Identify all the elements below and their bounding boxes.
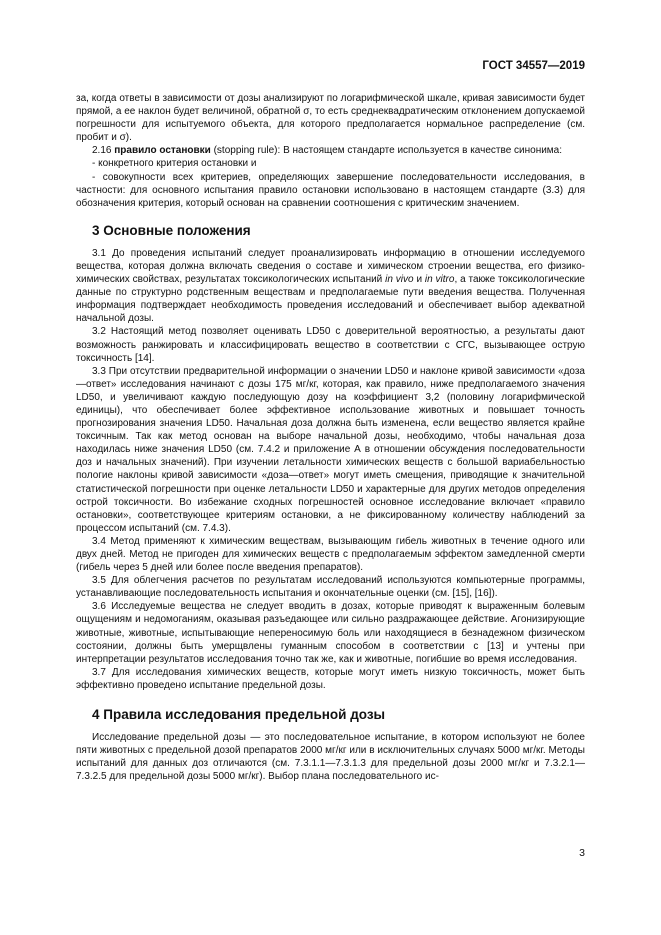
doc-code-header: ГОСТ 34557—2019 [482,60,585,72]
definition-2-16 [76,144,585,157]
paragraph-3-7: 3.7 Для исследования химических веществ, которые могут иметь низкую токсичность, может быть эффективно проведено испытание предельной дозы. [76,666,585,691]
definition-text: (stopping rule): В настоящем стандарте используется в качестве синонима: [210,145,563,157]
paragraph-3-3: 3.3 При отсутствии предварительной информации о значении LD50 и наклоне кривой зависимости «доза—ответ» исследования начинают с дозы 175 мг/кг, которая, как правило, ниже предполагаемого значения LD50, и увеличивают каждую последующую дозу на коэффициент 3,2 (половину логарифмической единицы), что обеспечивает более эффективное использование животных и повышает точность прогнозирования значения LD50. Начальная доза должна быть изменена, если вещество является крайне токсичным. Так как метод основан на выборе начальной дозы, необходимо, чтобы начальная доза находилась ниже значения LD50 (см. 7.4.2 и приложение А в отношении обсуждения последовательности доз и начальных значений). При изучении летальности химических веществ с большой вариабельностью пологие наклоны кривой зависимости «доза—ответ» могут иметь смещения, приводящие к значительной статистической погрешности при оценке летальности LD50 и характерные для других методов определения острой токсичности. Во избежание сходных погрешностей основное исследование включает «правило остановки», соответствующее критериям остановки, а не фиксированному количеству наблюдений за процессом испытаний (см. 7.4.3). [76,365,585,534]
page-number: 3 [579,847,585,859]
paragraph-3-6: 3.6 Исследуемые вещества не следует вводить в дозах, которые приводят к выраженным болевым ощущениям и недомоганиям, оказывая разъедающее или сильно раздражающее действие. Агонизирующие животные, животные, испытывающие непереносимую боль или находящиеся в безнадежном физическом состоянии, должны быть умерщвлены гуманным способом в соответствии с [13] и учтены при интерпретации результатов исследования точно так же, как и животные, погибшие во время исследования. [76,601,585,665]
paragraph-4-1: Исследование предельной дозы — это последовательное испытание, в котором используют не более пяти животных с предельной дозой препаратов 2000 мг/кг или в исключительных случаях 5000 мг/кг. Методы испытаний для данных доз отличаются (см. 7.3.1.1—7.3.1.3 для предельной дозы 2000 мг/кг и 7.3.2.1—7.3.2.5 для предельной дозы 5000 мг/кг). Выбор плана последовательного ис- [76,732,585,783]
section-3-heading: 3 Основные положения [92,222,251,238]
section-4-heading: 4 Правила исследования предельной дозы [92,707,386,723]
definition-term: правило остановки [114,145,211,157]
paragraph-3-1: 3.1 До проведения испытаний следует проанализировать информацию в отношении исследуемого вещества, которая должна включать сведения о составе и химическом строении вещества, его физико-химических свойствах, результатах токсикологических испытаний in vivo и in vitro, а также токсикологические данные по структурно родственным веществам и предполагаемые пути введения вещества. Полученная информация подтверждает необходимость проведения исследований и обеспечивает выбор адекватной начальной дозы. [76,247,585,325]
definition-list-item: - конкретного критерия остановки и [92,158,257,170]
paragraph-3-2: 3.2 Настоящий метод позволяет оценивать LD50 с доверительной вероятностью, а результаты дают возможность ранжировать и классифицировать вещество в соответствии с СГС, вызывающее острую токсичность [14]. [76,326,585,364]
in-vivo-term: in vivo [385,274,414,286]
paragraph-3-5: 3.5 Для облегчения расчетов по результатам исследований используются компьютерные программы, устанавливающие последовательность испытания и окончательные оценки (см. [15], [16]). [76,575,585,600]
paragraph-3-4: 3.4 Метод применяют к химическим веществам, вызывающим гибель животных в течение одного или двух дней. Метод не пригоден для химических веществ с предполагаемым эффектом замедленной смерти (гибель через 5 дней или более после введения препаратов). [76,535,585,574]
intro-paragraph: за, когда ответы в зависимости от дозы анализируют по логарифмической шкале, кривая зависимости будет прямой, а ее наклон будет величиной, обратной σ, то есть среднеквадратическим отклонением допускаемой погрешности для испытуемого объекта, для которого предполагается нормальное распределение (см. пробит и σ). [76,93,585,144]
document-body [76,92,585,783]
definition-number: 2.16 [92,145,112,157]
definition-list-item: - совокупности всех критериев, определяющих завершение последовательности исследования, в частности: для основного испытания правило остановки использовано в настоящем стандарте (3.3) для обозначения критерия, который основан на сравнении соотношения с критическим значением. [76,171,585,209]
in-vitro-term: in vitro [424,274,455,286]
